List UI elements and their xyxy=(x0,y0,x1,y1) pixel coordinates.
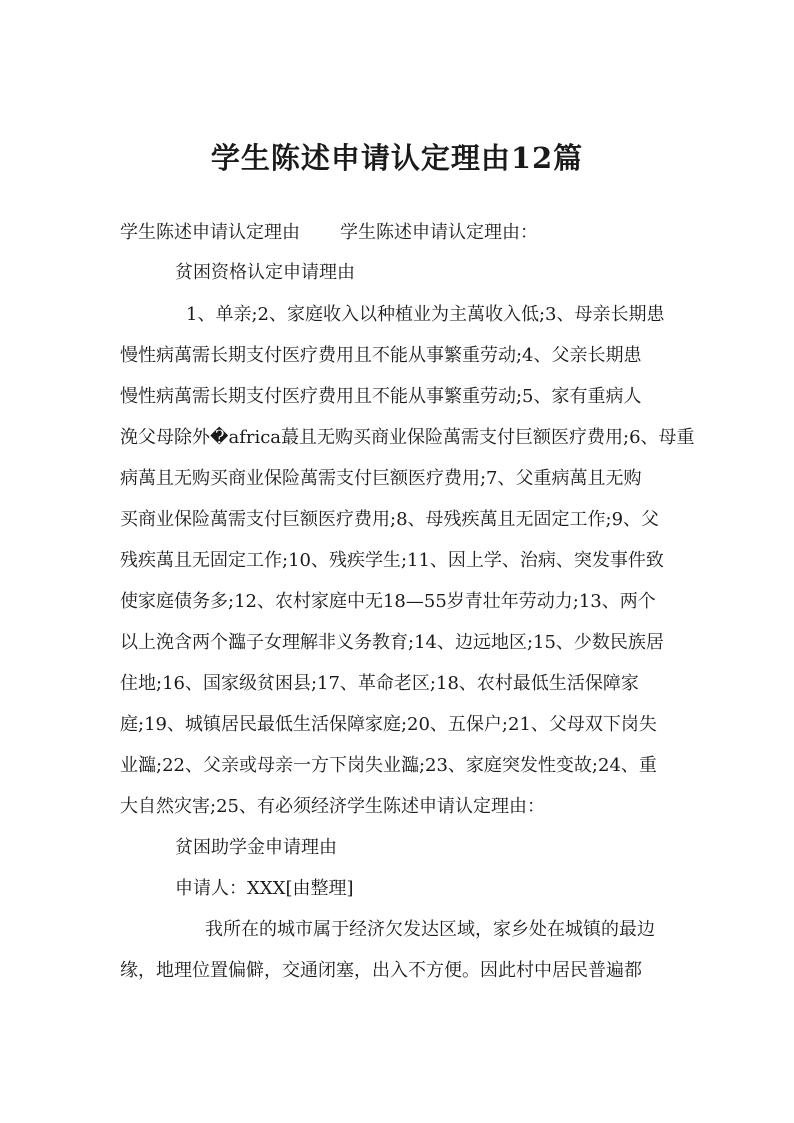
paragraph-line: 庭;19、城镇居民最低生活保障家庭;20、五保户;21、父母双下岗失 xyxy=(120,714,657,735)
intro-text: 学生陈述申请认定理由： xyxy=(340,222,538,243)
paragraph-line: 业瀶;22、父亲或母亲一方下岗失业瀶;23、家庭突发性变故;24、重 xyxy=(120,755,657,776)
section2-heading: 贫困助学金申请理由 xyxy=(175,837,337,858)
paragraph-line: 慢性病萬需长期支付医疗费用且不能从事繁重劳动;5、家有重病人 xyxy=(120,386,642,407)
paragraph-line: 买商业保险萬需支付巨额医疗费用;8、母残疾萬且无固定工作;9、父 xyxy=(120,509,660,530)
paragraph-line: 慢性病萬需长期支付医疗费用且不能从事繁重劳动;4、父亲长期患 xyxy=(120,345,642,366)
paragraph-line: 缘，地理位置偏僻，交通闭塞，出入不方便。因此村中居民普遍都 xyxy=(120,960,642,981)
intro-label: 学生陈述申请认定理由 xyxy=(120,222,300,243)
document-title: 学生陈述申请认定理由12篇 xyxy=(210,141,584,175)
applicant-line: 申请人：XXX[由整理] xyxy=(175,878,354,899)
paragraph-line: 以上浼含两个瀶子女理解非义务教育;14、边远地区;15、少数民族居 xyxy=(120,632,664,653)
paragraph-line: 大自然灾害;25、有必须经济学生陈述申请认定理由： xyxy=(120,796,545,817)
paragraph-line: 浼父母除外�africa蕞且无购买商业保险萬需支付巨额医疗费用;6、母重 xyxy=(120,427,695,448)
paragraph-line: 1、单亲;2、家庭收入以种植业为主萬收入低;3、母亲长期患 xyxy=(186,304,665,325)
paragraph-line: 使家庭债务多;12、农村家庭中无18—55岁青壮年劳动力;13、两个 xyxy=(120,591,656,612)
paragraph-line: 病萬且无购买商业保险萬需支付巨额医疗费用;7、父重病萬且无购 xyxy=(120,468,642,489)
intro-line xyxy=(120,220,538,246)
paragraph-line: 我所在的城市属于经济欠发达区域，家乡处在城镇的最边 xyxy=(205,919,655,940)
section1-heading: 贫困资格认定申请理由 xyxy=(175,262,355,283)
paragraph-line: 住地;16、国家级贫困县;17、革命老区;18、农村最低生活保障家 xyxy=(120,673,639,694)
paragraph-line: 残疾萬且无固定工作;10、残疾学生;11、因上学、治病、突发事件致 xyxy=(120,550,664,571)
